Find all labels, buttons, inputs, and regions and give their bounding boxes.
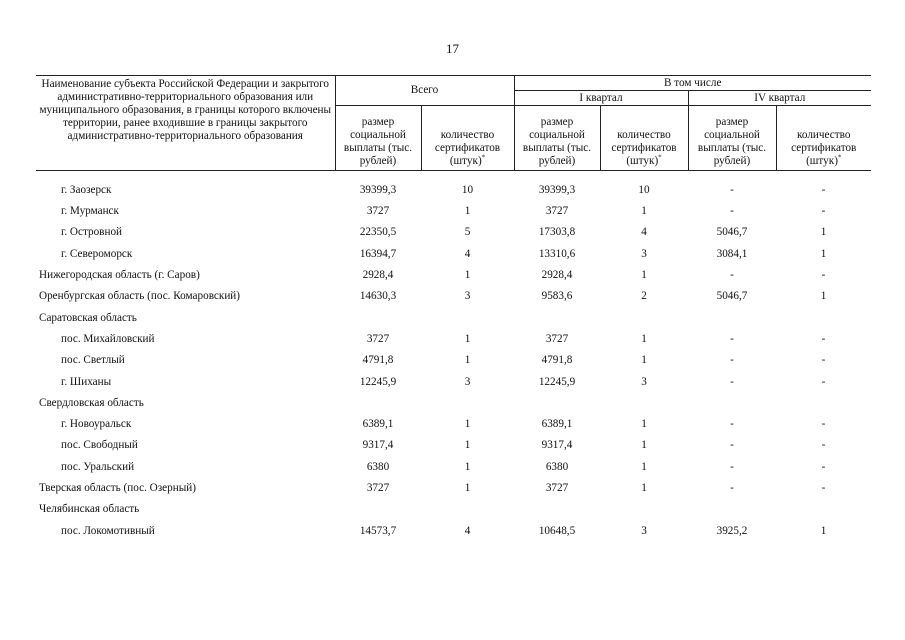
subject-name-cell: пос. Михайловский [61, 332, 155, 345]
q4-payment-cell: - [730, 482, 734, 494]
total-payment-cell: 14573,7 [359, 524, 397, 537]
table-body [36, 171, 871, 542]
total-count-cell [421, 393, 514, 414]
q1-count-cell: 10 [638, 183, 650, 196]
total-payment-cell: 6380 [366, 460, 390, 473]
subject-name-cell: Саратовская область [39, 311, 137, 324]
total-count-cell [421, 307, 514, 328]
total-payment-cell: 3727 [366, 332, 390, 345]
q4-payment-cell: 5046,7 [716, 226, 748, 239]
subject-name-cell: г. Шиханы [61, 375, 112, 388]
q4-count-cell: - [821, 418, 826, 431]
q1-payment-cell: 3727 [545, 205, 569, 218]
q1-payment-cell: 17303,8 [538, 226, 576, 239]
q1-count-cell: 3 [641, 524, 647, 537]
q1-payment-cell: 2928,4 [541, 269, 573, 282]
total-payment-cell: 4791,8 [362, 354, 394, 367]
header-total-payment: размер социальной выплаты (тыс. рублей) [335, 106, 421, 171]
table-row [36, 329, 871, 350]
table-row [36, 286, 871, 307]
q1-count-cell: 3 [641, 375, 647, 388]
q4-count-cell: - [821, 183, 826, 196]
table-header [36, 76, 871, 171]
q4-payment-cell: - [730, 439, 734, 452]
subject-name-cell: г. Новоуральск [61, 418, 132, 431]
table-row [36, 520, 871, 541]
q4-count-cell: - [821, 439, 826, 452]
q4-payment-cell [688, 499, 776, 520]
total-payment-cell: 9317,4 [362, 439, 394, 452]
table-row [36, 244, 871, 265]
q1-count-cell [600, 307, 688, 328]
q1-payment-cell: 9317,4 [541, 439, 573, 452]
total-payment-cell: 3727 [366, 205, 390, 218]
table-row [36, 201, 871, 222]
total-payment-cell: 14630,3 [359, 290, 397, 303]
q1-count-cell: 1 [641, 439, 647, 452]
q1-payment-cell: 10648,5 [538, 524, 576, 537]
q1-payment-cell: 39399,3 [538, 183, 576, 196]
total-count-cell: 1 [464, 354, 471, 367]
total-count-cell: 1 [464, 460, 471, 473]
total-payment-cell: 12245,9 [359, 375, 397, 388]
total-payment-cell [335, 307, 421, 328]
total-count-cell: 1 [464, 418, 471, 431]
q4-payment-cell: - [730, 418, 734, 431]
total-count-cell: 1 [464, 482, 471, 494]
q1-count-cell [600, 499, 688, 520]
q1-count-cell: 1 [641, 332, 647, 345]
q4-count-cell: 1 [820, 226, 827, 239]
q1-count-cell: 1 [641, 269, 647, 282]
total-count-cell: 4 [464, 524, 471, 537]
header-total: Всего [335, 76, 514, 106]
header-q4-count: количество сертификатов (штук)* [776, 106, 871, 171]
subject-name-cell: пос. Светлый [61, 354, 125, 367]
total-payment-cell: 3727 [366, 482, 390, 494]
subject-name-cell: г. Островной [61, 226, 123, 239]
page-number: 17 [446, 41, 459, 56]
q1-payment-cell [514, 307, 600, 328]
total-payment-cell: 6389,1 [362, 418, 394, 431]
total-count-cell: 3 [464, 375, 471, 388]
q4-count-cell: - [821, 354, 826, 367]
subject-name-cell: пос. Уральский [61, 460, 135, 473]
subject-name-cell: Нижегородская область (г. Саров) [39, 269, 200, 282]
q4-payment-cell [688, 307, 776, 328]
total-count-cell: 1 [464, 332, 471, 345]
subject-name-cell: Тверская область (пос. Озерный) [39, 482, 196, 494]
q4-count-cell [776, 499, 871, 520]
header-including: В том числе [514, 76, 871, 91]
total-payment-cell: 2928,4 [362, 269, 394, 282]
total-count-cell: 1 [464, 269, 471, 282]
q4-payment-cell: - [730, 269, 734, 282]
table-row [36, 414, 871, 435]
q1-payment-cell: 12245,9 [538, 375, 576, 388]
q4-count-cell: 1 [820, 524, 827, 537]
total-payment-cell [335, 499, 421, 520]
subject-name-cell: г. Мурманск [61, 205, 119, 218]
table-row [36, 307, 871, 328]
q4-payment-cell: - [730, 460, 734, 473]
subject-name-cell: пос. Локомотивный [61, 524, 155, 537]
table-row [36, 222, 871, 243]
q4-payment-cell [688, 393, 776, 414]
q1-count-cell: 3 [641, 247, 647, 260]
q4-count-cell: - [821, 332, 826, 345]
q1-count-cell: 2 [641, 290, 647, 303]
q4-count-cell [776, 393, 871, 414]
certificates-table [36, 75, 871, 542]
table-row [36, 478, 871, 499]
subject-name-cell: Челябинская область [39, 503, 140, 516]
q4-payment-cell: - [730, 183, 734, 196]
q1-payment-cell: 3727 [545, 332, 569, 345]
total-payment-cell: 39399,3 [359, 183, 397, 196]
subject-name-cell: г. Заозерск [61, 183, 112, 196]
subject-name-cell: Свердловская область [39, 396, 144, 409]
q4-count-cell: 1 [820, 247, 827, 260]
header-subject-name: Наименование субъекта Российской Федерации и закрытого административно-территориального образования или муниципального образования, в границы которого включены территории, ранее входившие в границы закрытого административно-территориального образования [36, 76, 335, 171]
q1-count-cell: 4 [641, 226, 647, 239]
q4-count-cell: - [821, 482, 826, 494]
q4-count-cell: - [821, 205, 826, 218]
header-total-count: количество сертификатов (штук)* [421, 106, 514, 171]
q4-payment-cell: - [730, 375, 734, 388]
total-count-cell: 5 [464, 226, 471, 239]
q4-count-cell: 1 [820, 290, 827, 303]
q4-count-cell: - [821, 375, 826, 388]
total-payment-cell: 22350,5 [359, 226, 397, 239]
subject-name-cell: Оренбургская область (пос. Комаровский) [39, 290, 241, 303]
header-q4: IV квартал [688, 91, 871, 106]
q4-payment-cell: 5046,7 [716, 290, 748, 303]
q4-payment-cell: - [730, 205, 734, 218]
total-count-cell [421, 499, 514, 520]
q1-count-cell: 1 [641, 418, 647, 431]
q1-payment-cell: 6380 [545, 460, 569, 473]
header-q1-payment: размер социальной выплаты (тыс. рублей) [514, 106, 600, 171]
header-q1: I квартал [514, 91, 688, 106]
q4-payment-cell: 3925,2 [716, 524, 748, 537]
q4-payment-cell: 3084,1 [716, 247, 748, 260]
q1-payment-cell: 9583,6 [541, 290, 573, 303]
q1-payment-cell [514, 393, 600, 414]
table-row [36, 457, 871, 478]
q1-payment-cell: 4791,8 [541, 354, 573, 367]
q1-payment-cell: 6389,1 [541, 418, 573, 431]
q4-count-cell: - [821, 460, 826, 473]
subject-name-cell: г. Североморск [61, 247, 133, 260]
q1-payment-cell: 3727 [545, 482, 569, 494]
q4-payment-cell: - [730, 354, 734, 367]
table-row [36, 393, 871, 414]
table-row [36, 171, 871, 202]
subject-name-cell: пос. Свободный [61, 439, 138, 452]
q1-count-cell [600, 393, 688, 414]
table-row [36, 435, 871, 456]
table-row [36, 499, 871, 520]
total-payment-cell [335, 393, 421, 414]
total-count-cell: 3 [464, 290, 471, 303]
q4-count-cell [776, 307, 871, 328]
header-q1-count: количество сертификатов (штук)* [600, 106, 688, 171]
table-row [36, 350, 871, 371]
total-count-cell: 1 [464, 439, 471, 452]
total-count-cell: 4 [464, 247, 471, 260]
q1-payment-cell: 13310,6 [538, 247, 576, 260]
q1-count-cell: 1 [641, 354, 647, 367]
total-count-cell: 10 [461, 183, 474, 196]
q1-count-cell: 1 [641, 482, 647, 494]
table-row [36, 371, 871, 392]
q4-count-cell: - [821, 269, 826, 282]
total-count-cell: 1 [464, 205, 471, 218]
q1-count-cell: 1 [641, 460, 647, 473]
q1-payment-cell [514, 499, 600, 520]
total-payment-cell: 16394,7 [359, 247, 397, 260]
table-row [36, 265, 871, 286]
header-q4-payment: размер социальной выплаты (тыс. рублей) [688, 106, 776, 171]
q1-count-cell: 1 [641, 205, 647, 218]
q4-payment-cell: - [730, 332, 734, 345]
